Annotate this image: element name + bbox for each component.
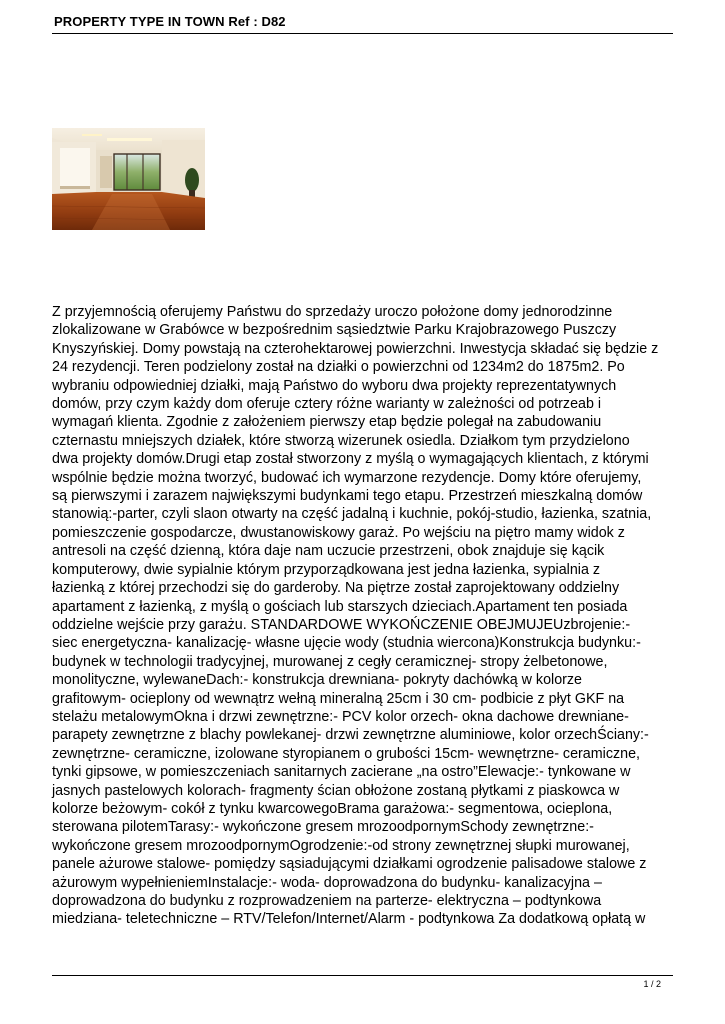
text-line: wybraniu odpowiedniej działki, mają Państwo do wyboru dwa projekty reprezentatywnych [52, 377, 617, 394]
text-line: sterowana pilotemTarasy:- wykończone gresem mrozoodpornymSchody zewnętrzne:- [52, 819, 594, 836]
text-line: panele ażurowe stalowe- pomiędzy sąsiadującymi działkami ogrodzenie palisadowe stalowe z [52, 856, 647, 873]
property-description [52, 303, 674, 929]
text-line: doprowadzona do budynku z rozprowadzeniem na parterze- elektryczna – podtynkowa [52, 893, 602, 909]
text-line: wspólnie będzie można tworzyć, budować ich wymarzone rezydencje. Domy które oferujemy, [52, 469, 642, 486]
text-line: tynki gipsowe, w pomieszczeniach sanitarnych zacierane „na ostro”Elewacje:- tynkowane w [52, 764, 631, 781]
text-line: czternastu mniejszych działek, które stworzą wizerunek osiedla. Działkom tym przydzielono [52, 432, 630, 449]
text-line: komputerowy, dwie sypialnie którym przyporządkowana jest jedna łazienka, sypialnia z [52, 561, 601, 578]
text-line: wymagań klienta. Zgodnie z założeniem pierwszy etap będzie polegał na zabudowaniu [52, 414, 602, 431]
text-line: budynek w technologii tradycyjnej, murowanej z cegły ceramicznej- stropy żelbetonowe, [52, 653, 608, 670]
page-number: 1 / 2 [643, 979, 661, 989]
text-line: stanowią:-parter, czyli slaon otwarty na część jadalną i kuchnie, pokój-studio, łazienka, szatnia, [52, 506, 652, 523]
text-line: siec energetyczna- kanalizację- własne ujęcie wody (studnia wiercona)Konstrukcja budynku:- [52, 635, 641, 652]
text-line: miedziana- teletechniczne – RTV/Telefon/Internet/Alarm - podtynkowa Za dodatkową opłatą w [52, 911, 646, 928]
text-line: oddzielne wejście przy garażu. STANDARDOWE WYKOŃCZENIE OBEJMUJEUzbrojenie:- [52, 616, 631, 633]
text-line: stelażu metalowymOkna i drzwi zewnętrzne:- PCV kolor orzech- okna dachowe drewniane- [52, 708, 629, 725]
text-line: łazienką z której przechodzi się do garderoby. Na piętrze został zaprojektowany oddzielny [52, 580, 620, 597]
text-line: zewnętrzne- ceramiczne, izolowane styropianem o grubości 15cm- wewnętrzne- ceramiczne, [52, 745, 641, 762]
text-line: Knyszyńskiej. Domy powstają na czterohektarowej powierzchni. Inwestycja składać się będzie z [52, 340, 659, 357]
text-line: 24 rezydencji. Teren podzielony został na działki o powierzchni od 1234m2 do 1875m2. Po [52, 359, 625, 376]
text-line: monolityczne, wylewaneDach:- konstrukcja drewniana- pokryty dachówką w kolorze [52, 672, 583, 689]
text-line: pomieszczenie gospodarcze, dwustanowiskowy garaż. Po wejściu na piętro mamy widok z [52, 524, 625, 541]
text-line: kolorze beżowym- cokół z tynku kwarcowegoBrama garażowa:- segmentowa, ocieplona, [52, 800, 613, 817]
text-line: dwa projekty domów.Drugi etap został stworzony z myślą o wymagających klientach, z którymi [52, 451, 649, 468]
text-line: Z przyjemnością oferujemy Państwu do sprzedaży uroczo położone domy jednorodzinne [52, 304, 613, 320]
text-line: wykończone gresem mrozoodpornymOgrodzenie:-od strony zewnętrznej słupki murowanej, [52, 837, 630, 854]
text-line: jasnych pastelowych kolorach- fragmenty ścian obłożone zostaną płytkami z piaskowca w [52, 782, 620, 799]
text-line: parapety zewnętrzne z blachy powlekanej- drzwi zewnętrzne aluminiowe, kolor orzechŚciany:- [52, 727, 649, 744]
text-line: są pierwszymi i zarazem największymi budynkami tego etapu. Przestrzeń mieszkalną domów [52, 488, 643, 505]
text-line: apartament z łazienką, z myślą o gościach lub starszych dzieciach.Apartament ten posiada [52, 598, 628, 615]
text-line: domów, przy czym każdy dom oferuje cztery różne warianty w zależności od potrzeab i [52, 396, 602, 413]
property-photo [52, 128, 205, 230]
header-divider [52, 33, 673, 34]
text-line: ażurowym wypełnieniemInstalacje:- woda- doprowadzona do budynku- kanalizacyjna – [52, 874, 602, 891]
text-line: zlokalizowane w Grabówce w bezpośrednim sąsiedztwie Parku Krajobrazowego Puszczy [52, 322, 617, 339]
text-line: antresoli na część dzienną, która daje nam uczucie przestrzeni, obok znajduje się kącik [52, 543, 605, 560]
footer-divider [52, 975, 673, 976]
text-line: grafitowym- ocieplony od wewnątrz wełną mineralną 25cm i 30 cm- podbicie z płyt GKF na [52, 690, 625, 707]
document-title: PROPERTY TYPE IN TOWN Ref : D82 [54, 14, 286, 29]
